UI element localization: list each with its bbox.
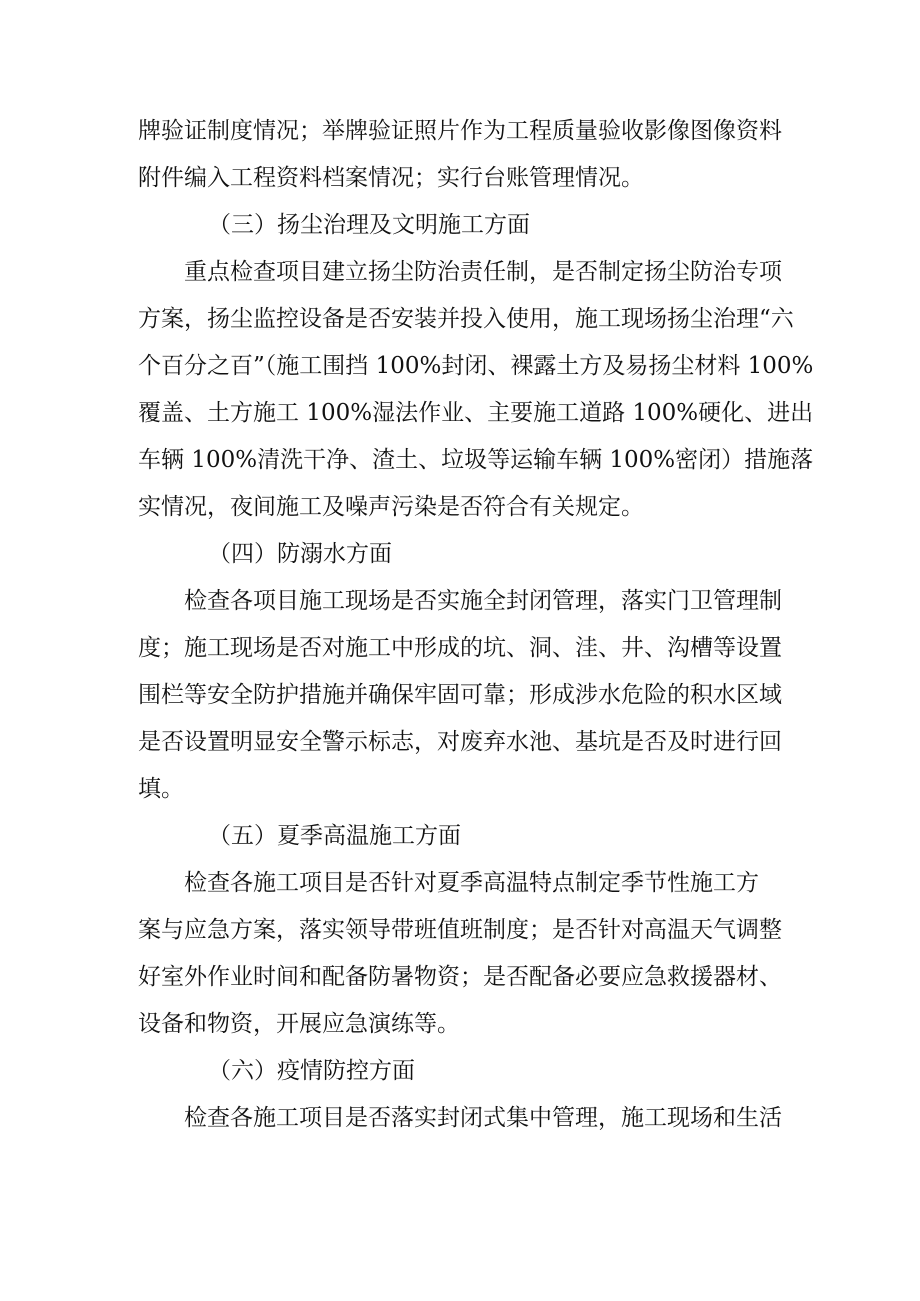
section-heading-6: （六）疫情防控方面 [208,1058,415,1084]
text-line: 附件编入工程资料档案情况；实行台账管理情况。 [138,165,644,191]
text-line: 实情况，夜间施工及噪声污染是否符合有关规定。 [138,494,644,520]
document-body [138,108,814,1142]
section-paragraph-5 [138,860,788,1048]
text-line: 重点检查项目建立扬尘防治责任制，是否制定扬尘防治专项 [184,259,782,285]
text-line: 设备和物资，开展应急演练等。 [138,1011,460,1037]
section-paragraph-6 [138,1095,788,1142]
text-line: 填。 [138,776,184,802]
section-paragraph-3 [138,249,814,531]
section-heading-3: （三）扬尘治理及文明施工方面 [208,212,530,238]
text-line: 车辆 100%清洗干净、渣土、垃圾等运输车辆 100%密闭）措施落 [138,447,814,473]
section-paragraph-4 [138,578,788,813]
text-line: 好室外作业时间和配备防暑物资；是否配备必要应急救援器材、 [138,964,782,990]
text-line: 牌验证制度情况；举牌验证照片作为工程质量验收影像图像资料 [138,118,782,144]
text-line: 是否设置明显安全警示标志，对废弃水池、基坑是否及时进行回 [138,729,782,755]
continuation-paragraph [138,108,788,202]
text-line: 案与应急方案，落实领导带班值班制度；是否针对高温天气调整 [138,917,782,943]
section-heading-5: （五）夏季高温施工方面 [208,823,461,849]
section-heading-4: （四）防溺水方面 [208,541,392,567]
text-line: 个百分之百”（施工围挡 100%封闭、裸露土方及易扬尘材料 100% [138,353,814,379]
text-line: 检查各施工项目是否针对夏季高温特点制定季节性施工方 [184,870,759,896]
text-line: 覆盖、土方施工 100%湿法作业、主要施工道路 100%硬化、进出 [138,400,814,426]
text-line: 方案，扬尘监控设备是否安装并投入使用，施工现场扬尘治理“六 [138,306,794,332]
text-line: 围栏等安全防护措施并确保牢固可靠；形成涉水危险的积水区域 [138,682,782,708]
text-line: 检查各施工项目是否落实封闭式集中管理，施工现场和生活 [184,1105,782,1131]
text-line: 检查各项目施工现场是否实施全封闭管理，落实门卫管理制 [184,588,782,614]
text-line: 度；施工现场是否对施工中形成的坑、洞、洼、井、沟槽等设置 [138,635,782,661]
